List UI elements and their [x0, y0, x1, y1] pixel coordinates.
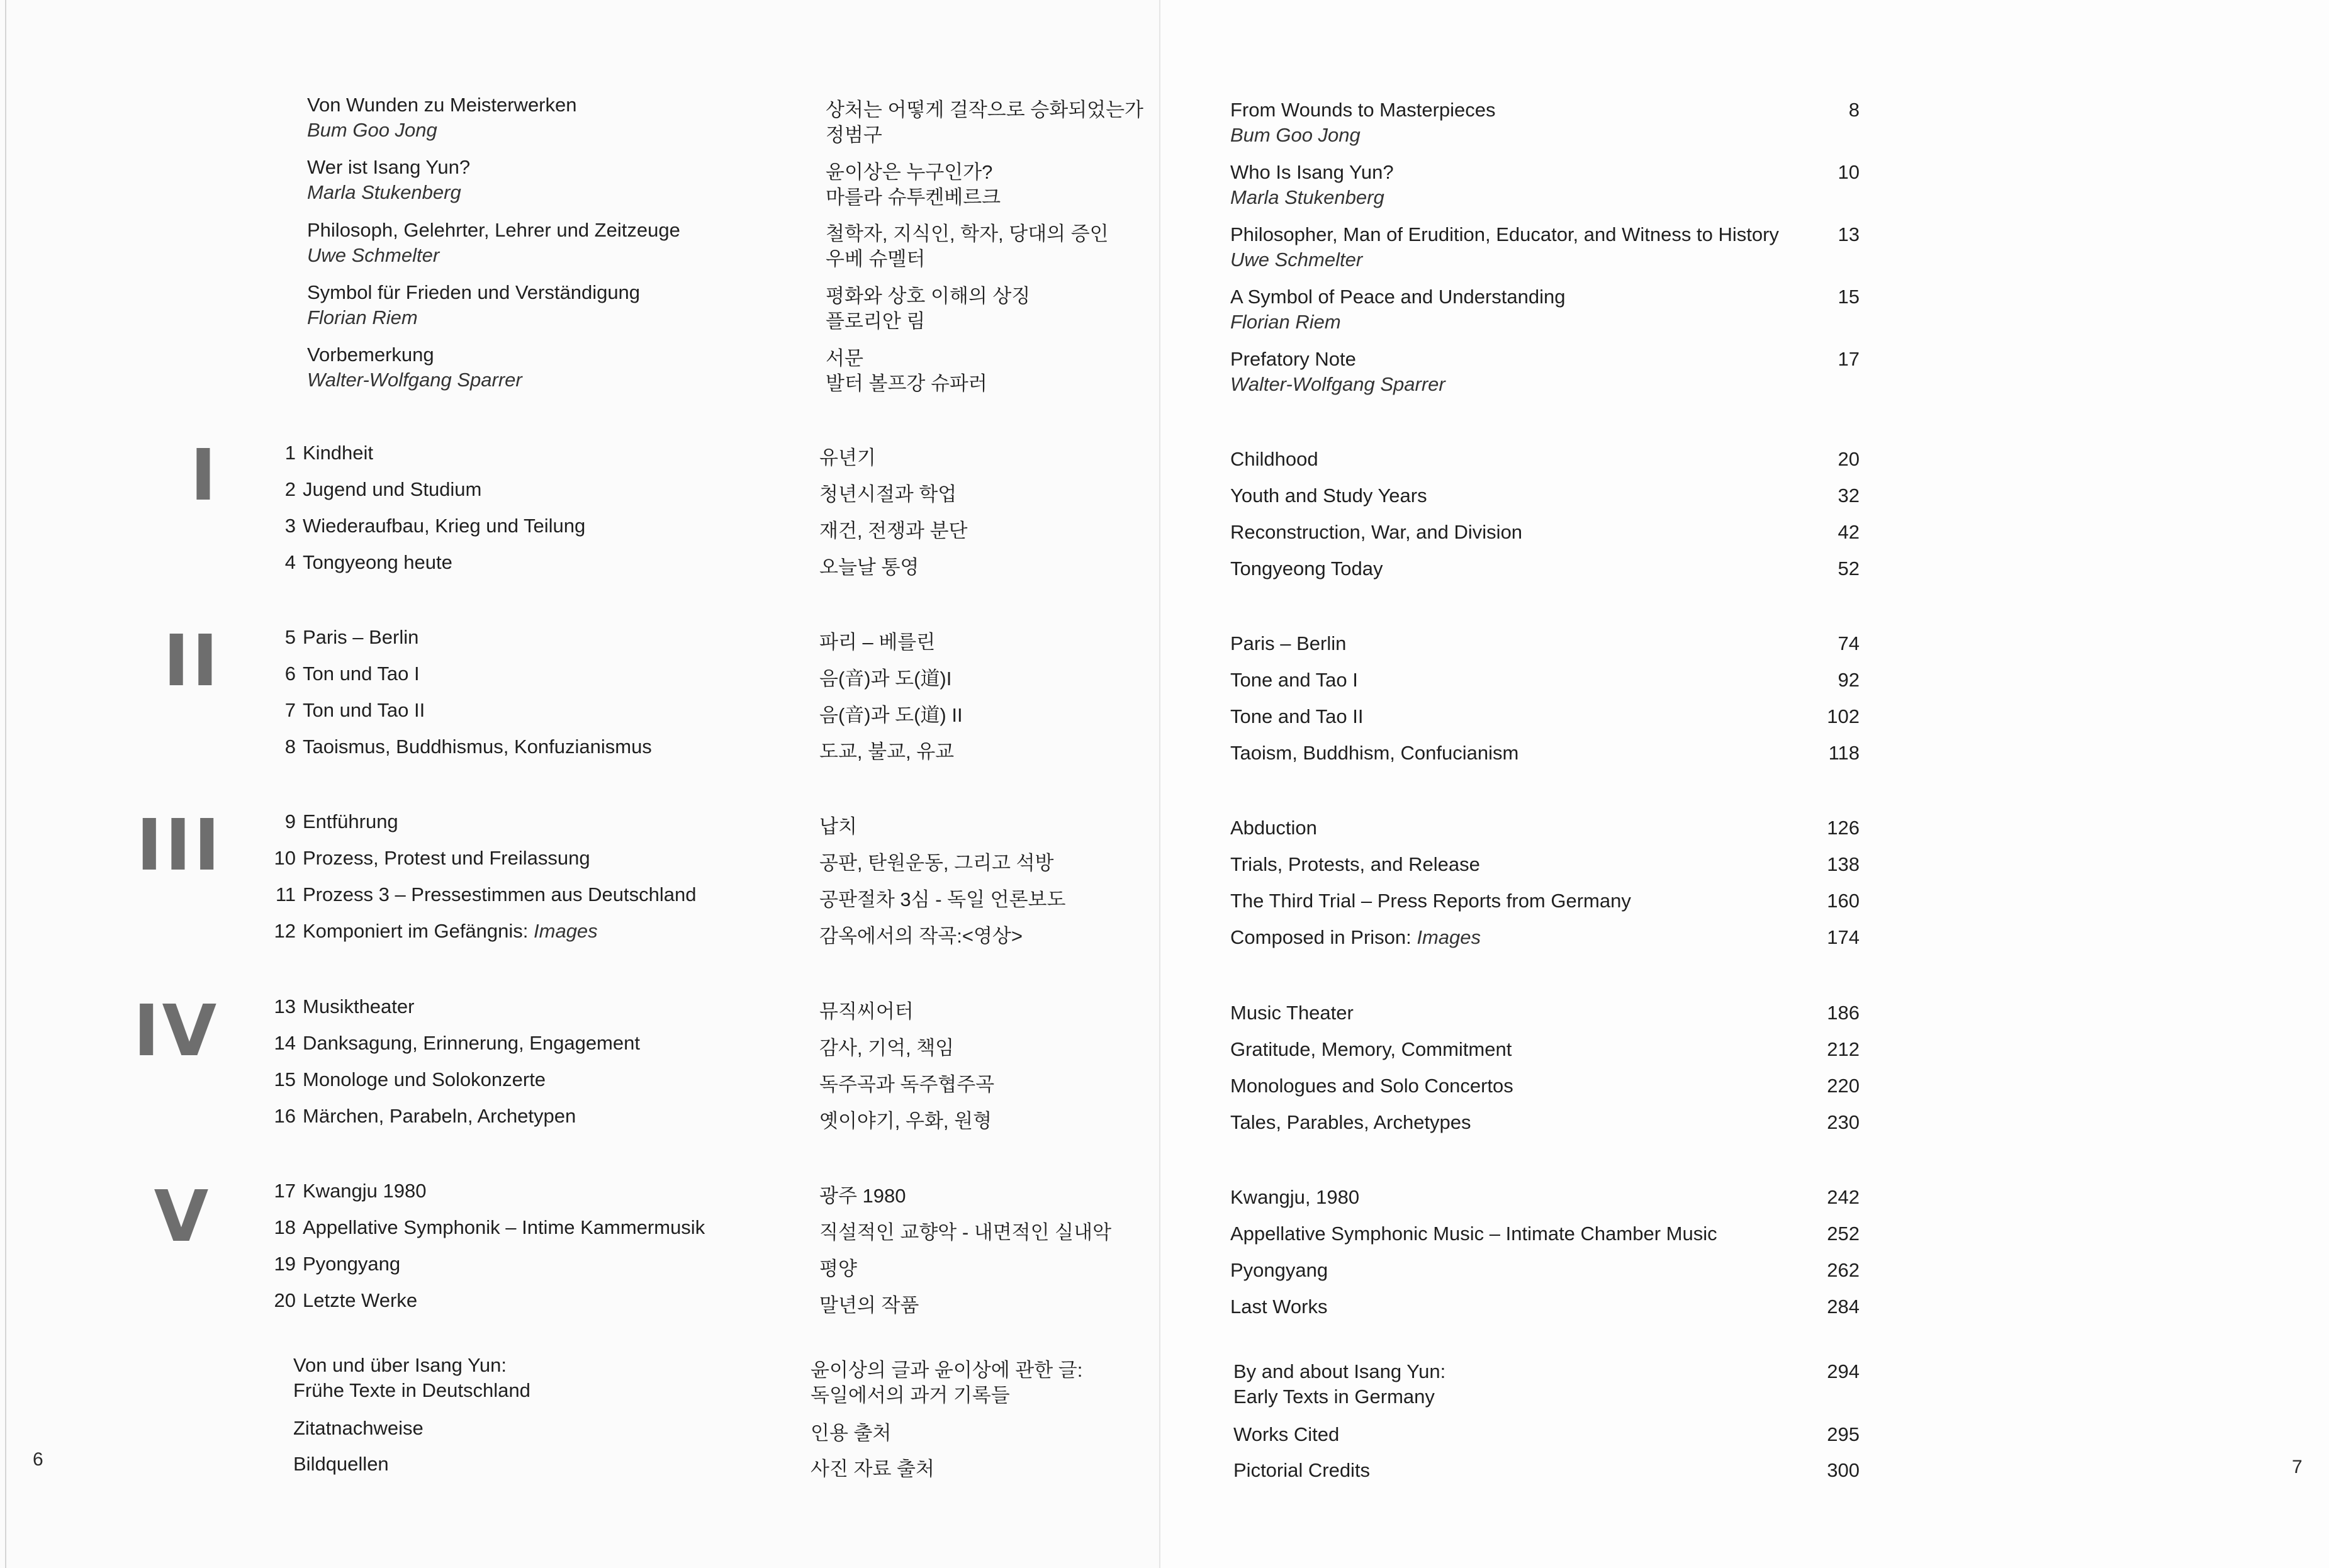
toc-de-chapter-title: Paris – Berlin: [303, 626, 419, 648]
toc-ko-intro-title: 철학자, 지식인, 학자, 당대의 증인: [826, 223, 1109, 245]
toc-en-chapter-page: 212: [1827, 1038, 1860, 1060]
toc-chapter-number: 3: [284, 515, 296, 537]
toc-en-appendix-page: 294: [1827, 1360, 1860, 1382]
toc-de-chapter-title: Musiktheater: [303, 995, 415, 1017]
toc-de-chapter-title: Tongyeong heute: [303, 551, 452, 573]
toc-de-appendix-line2: Frühe Texte in Deutschland: [293, 1379, 530, 1401]
toc-ko-chapter-title: 납치: [819, 815, 857, 837]
toc-de-chapter-title-text: Komponiert im Gefängnis:: [303, 920, 534, 942]
toc-en-chapter-title: Tone and Tao I: [1230, 669, 1358, 691]
section-roman-numeral: I: [190, 435, 219, 517]
toc-en-intro-title: A Symbol of Peace and Understanding: [1230, 286, 1566, 308]
toc-en-chapter-page: 118: [1828, 742, 1860, 764]
toc-ko-chapter-title: 유년기: [819, 447, 876, 469]
toc-en-chapter-title: Trials, Protests, and Release: [1230, 853, 1480, 875]
toc-en-appendix-page: 295: [1827, 1423, 1860, 1445]
toc-ko-intro-title: 상처는 어떻게 걸작으로 승화되었는가: [826, 99, 1143, 121]
toc-ko-chapter-title: 음(音)과 도(道) II: [819, 704, 963, 726]
toc-ko-intro-author: 플로리안 림: [826, 310, 926, 332]
toc-en-appendix-page: 300: [1827, 1459, 1860, 1481]
toc-ko-intro-author: 우베 슈멜터: [826, 248, 926, 270]
toc-ko-appendix: 사진 자료 출처: [811, 1458, 934, 1480]
toc-en-chapter-page: 242: [1827, 1186, 1860, 1208]
toc-ko-chapter-title: 광주 1980: [819, 1185, 906, 1207]
toc-chapter-number: 6: [284, 663, 296, 685]
toc-en-appendix: Works Cited: [1233, 1423, 1340, 1445]
toc-en-chapter-page: 74: [1838, 632, 1860, 654]
toc-ko-chapter-title: 평양: [819, 1258, 857, 1280]
toc-ko-intro-title: 서문: [826, 347, 863, 369]
toc-ko-chapter-title: 음(音)과 도(道)I: [819, 668, 952, 690]
toc-en-chapter-title: Tone and Tao II: [1230, 705, 1364, 727]
toc-en-chapter-title: Monologues and Solo Concertos: [1230, 1075, 1513, 1097]
toc-chapter-number: 4: [284, 551, 296, 573]
toc-en-chapter-page: 186: [1827, 1002, 1860, 1024]
toc-ko-chapter-title: 파리 – 베를린: [819, 631, 936, 653]
toc-en-intro-page: 8: [1848, 99, 1860, 121]
toc-en-chapter-page: 126: [1827, 817, 1860, 839]
toc-en-intro-page: 17: [1838, 348, 1860, 370]
toc-ko-chapter-title: 공판, 탄원운동, 그리고 석방: [819, 852, 1054, 874]
toc-de-chapter-title: Pyongyang: [303, 1253, 401, 1275]
toc-ko-chapter-title: 뮤직씨어터: [819, 1000, 914, 1022]
toc-ko-intro-author: 마를라 슈투켄베르크: [826, 186, 1001, 208]
toc-de-intro-title: Philosoph, Gelehrter, Lehrer und Zeitzeuge: [307, 219, 680, 241]
toc-de-chapter-title: Entführung: [303, 810, 398, 832]
toc-de-intro-author: Walter-Wolfgang Sparrer: [307, 369, 522, 391]
toc-de-intro-author: Florian Riem: [307, 306, 418, 328]
toc-en-chapter-title: Abduction: [1230, 817, 1317, 839]
toc-de-appendix: Zitatnachweise: [293, 1417, 424, 1439]
page-edge: [5, 0, 6, 1568]
toc-chapter-number: 1: [284, 442, 296, 464]
toc-en-intro-page: 13: [1838, 223, 1860, 245]
toc-de-chapter-title: Märchen, Parabeln, Archetypen: [303, 1105, 576, 1127]
toc-chapter-number: 7: [284, 699, 296, 721]
toc-de-intro-title: Vorbemerkung: [307, 344, 434, 366]
toc-de-intro-title: Symbol für Frieden und Verständigung: [307, 281, 641, 303]
toc-en-intro-title: From Wounds to Masterpieces: [1230, 99, 1496, 121]
toc-en-appendix: By and about Isang Yun:: [1233, 1360, 1446, 1382]
toc-en-intro-author: Florian Riem: [1230, 311, 1341, 333]
toc-chapter-number: 2: [284, 478, 296, 500]
book-gutter: [1159, 0, 1160, 1568]
toc-en-chapter-title: Reconstruction, War, and Division: [1230, 521, 1523, 543]
toc-en-chapter-page: 160: [1827, 890, 1860, 912]
toc-de-chapter-title: Letzte Werke: [303, 1289, 418, 1311]
toc-ko-intro-title: 윤이상은 누구인가?: [826, 161, 993, 183]
toc-en-appendix-line2: Early Texts in Germany: [1233, 1386, 1435, 1408]
toc-de-chapter-title: Kwangju 1980: [303, 1180, 427, 1202]
toc-de-chapter-title: Taoismus, Buddhismus, Konfuzianismus: [303, 736, 652, 758]
toc-chapter-number: 17: [274, 1180, 296, 1202]
toc-en-chapter-page: 220: [1827, 1075, 1860, 1097]
toc-chapter-number: 20: [274, 1289, 296, 1311]
toc-de-chapter-title-italic: Images: [534, 920, 598, 942]
toc-ko-chapter-title: 청년시절과 학업: [819, 483, 957, 505]
toc-en-chapter-title-italic: Images: [1417, 926, 1481, 948]
toc-de-intro-author: Bum Goo Jong: [307, 119, 437, 141]
toc-en-chapter-title: Last Works: [1230, 1296, 1328, 1318]
toc-ko-chapter-title: 감사, 기억, 책임: [819, 1037, 955, 1059]
toc-ko-appendix: 윤이상의 글과 윤이상에 관한 글:: [811, 1359, 1083, 1381]
toc-en-intro-page: 15: [1838, 286, 1860, 308]
page-number-left: 6: [33, 1449, 43, 1470]
toc-de-chapter-title: Wiederaufbau, Krieg und Teilung: [303, 515, 586, 537]
toc-de-chapter-title: Kindheit: [303, 442, 374, 464]
toc-en-intro-title: Who Is Isang Yun?: [1230, 161, 1394, 183]
toc-en-chapter-title: The Third Trial – Press Reports from Germany: [1230, 890, 1631, 912]
toc-de-chapter-title: [303, 919, 598, 944]
toc-de-chapter-title: Jugend und Studium: [303, 478, 482, 500]
toc-de-appendix: Bildquellen: [293, 1453, 389, 1475]
section-roman-numeral: V: [154, 1176, 211, 1258]
toc-en-chapter-page: 42: [1838, 521, 1860, 543]
toc-en-chapter-page: 92: [1838, 669, 1860, 691]
toc-ko-chapter-title: 옛이야기, 우화, 원형: [819, 1110, 992, 1132]
toc-chapter-number: 15: [274, 1068, 296, 1090]
toc-de-chapter-title: Danksagung, Erinnerung, Engagement: [303, 1032, 640, 1054]
toc-chapter-number: 14: [274, 1032, 296, 1054]
toc-ko-chapter-title: 감옥에서의 작곡:<영상>: [819, 925, 1023, 947]
toc-en-chapter-title: Pyongyang: [1230, 1259, 1328, 1281]
toc-chapter-number: 10: [274, 847, 296, 869]
toc-en-chapter-page: 138: [1827, 853, 1860, 875]
toc-en-chapter-page: 252: [1827, 1223, 1860, 1245]
toc-ko-chapter-title: 재건, 전쟁과 분단: [819, 520, 968, 542]
toc-de-intro-author: Uwe Schmelter: [307, 244, 440, 266]
toc-ko-chapter-title: 오늘날 통영: [819, 556, 919, 578]
toc-de-intro-title: Wer ist Isang Yun?: [307, 156, 471, 178]
toc-en-chapter-title: Tongyeong Today: [1230, 557, 1383, 580]
toc-en-intro-author: Bum Goo Jong: [1230, 124, 1361, 146]
toc-chapter-number: 13: [274, 995, 296, 1017]
toc-chapter-number: 8: [284, 736, 296, 758]
toc-de-intro-author: Marla Stukenberg: [307, 181, 461, 203]
page-number-right: 7: [2292, 1457, 2303, 1477]
toc-chapter-number: 12: [274, 920, 296, 942]
toc-en-intro-title: Philosopher, Man of Erudition, Educator, and Witness to History: [1230, 223, 1779, 245]
toc-de-chapter-title: Prozess, Protest und Freilassung: [303, 847, 590, 869]
toc-ko-intro-author: 정범구: [826, 124, 882, 146]
toc-en-intro-page: 10: [1838, 161, 1860, 183]
section-roman-numeral: III: [136, 805, 223, 887]
toc-de-chapter-title: Monologe und Solokonzerte: [303, 1068, 546, 1090]
toc-en-chapter-title: Gratitude, Memory, Commitment: [1230, 1038, 1512, 1060]
toc-en-chapter-page: 32: [1838, 484, 1860, 507]
toc-chapter-number: 11: [275, 883, 296, 905]
toc-de-chapter-title: Ton und Tao I: [303, 663, 420, 685]
toc-de-appendix: Von und über Isang Yun:: [293, 1354, 507, 1376]
toc-en-chapter-title: Tales, Parables, Archetypes: [1230, 1111, 1471, 1133]
toc-chapter-number: 9: [284, 810, 296, 832]
toc-en-chapter-title: Taoism, Buddhism, Confucianism: [1230, 742, 1519, 764]
toc-en-chapter-title: Youth and Study Years: [1230, 484, 1427, 507]
toc-ko-chapter-title: 독주곡과 독주협주곡: [819, 1073, 995, 1095]
toc-en-chapter-title: Appellative Symphonic Music – Intimate Chamber Music: [1230, 1223, 1717, 1245]
toc-en-chapter-title: Childhood: [1230, 448, 1318, 470]
toc-en-intro-author: Marla Stukenberg: [1230, 186, 1384, 208]
toc-de-intro-title: Von Wunden zu Meisterwerken: [307, 94, 577, 116]
toc-chapter-number: 18: [274, 1216, 296, 1238]
toc-en-chapter-title: [1230, 925, 1481, 950]
toc-en-chapter-title: Kwangju, 1980: [1230, 1186, 1360, 1208]
toc-en-chapter-page: 230: [1827, 1111, 1860, 1133]
toc-en-chapter-title: Paris – Berlin: [1230, 632, 1347, 654]
toc-en-chapter-page: 174: [1827, 926, 1860, 948]
toc-en-chapter-page: 20: [1838, 448, 1860, 470]
toc-ko-intro-author: 발터 볼프강 슈파러: [826, 372, 987, 395]
toc-en-intro-author: Walter-Wolfgang Sparrer: [1230, 373, 1445, 395]
section-roman-numeral: II: [163, 620, 221, 702]
toc-en-intro-author: Uwe Schmelter: [1230, 249, 1363, 271]
toc-en-chapter-page: 262: [1827, 1259, 1860, 1281]
toc-en-chapter-title: Music Theater: [1230, 1002, 1354, 1024]
section-roman-numeral: IV: [133, 990, 220, 1072]
toc-en-chapter-page: 102: [1827, 705, 1860, 727]
toc-de-chapter-title: Appellative Symphonik – Intime Kammermusik: [303, 1216, 705, 1238]
toc-ko-chapter-title: 직설적인 교향악 - 내면적인 실내악: [819, 1221, 1112, 1243]
toc-en-chapter-page: 284: [1827, 1296, 1860, 1318]
toc-ko-appendix: 인용 출처: [811, 1422, 892, 1444]
toc-chapter-number: 16: [274, 1105, 296, 1127]
toc-en-intro-title: Prefatory Note: [1230, 348, 1356, 370]
toc-ko-chapter-title: 말년의 작품: [819, 1294, 919, 1316]
toc-de-chapter-title: Ton und Tao II: [303, 699, 425, 721]
toc-en-chapter-title-text: Composed in Prison:: [1230, 926, 1417, 948]
toc-ko-intro-title: 평화와 상호 이해의 상징: [826, 285, 1031, 307]
toc-ko-appendix-line2: 독일에서의 과거 기록들: [811, 1384, 1010, 1406]
toc-chapter-number: 5: [284, 626, 296, 648]
toc-ko-chapter-title: 도교, 불교, 유교: [819, 741, 955, 763]
toc-de-chapter-title: Prozess 3 – Pressestimmen aus Deutschland: [303, 883, 697, 905]
toc-chapter-number: 19: [274, 1253, 296, 1275]
toc-en-chapter-page: 52: [1838, 557, 1860, 580]
toc-ko-chapter-title: 공판절차 3심 - 독일 언론보도: [819, 888, 1066, 910]
toc-en-appendix: Pictorial Credits: [1233, 1459, 1371, 1481]
